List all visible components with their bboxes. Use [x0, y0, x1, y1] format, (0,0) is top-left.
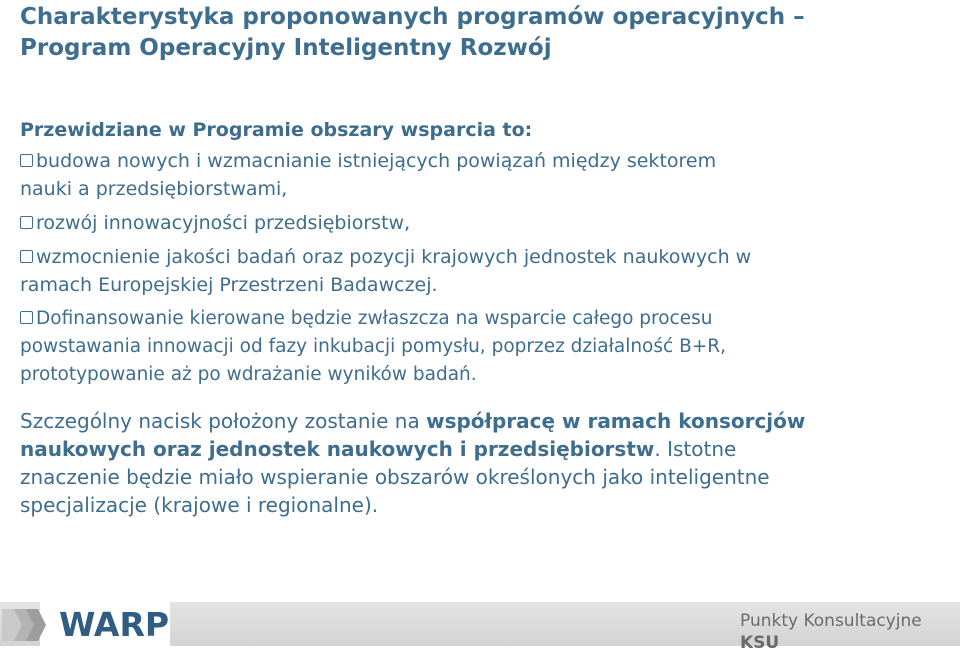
bullet-item-4: [20, 305, 940, 389]
slide-content: [20, 116, 940, 519]
ksu-logo: [740, 610, 960, 654]
checkbox-bullet-icon: [20, 154, 33, 167]
ksu-logo-text: Punkty Konsultacyjne: [740, 611, 922, 631]
ksu-logo-bold: KSU: [740, 633, 780, 653]
closing-bold-1: współpracę w ramach konsorcjów: [426, 409, 806, 433]
closing-text-1: Szczególny nacisk położony zostanie na: [20, 409, 427, 433]
slide-title-line-2: Program Operacyjny Inteligentny Rozwój: [20, 35, 552, 61]
warp-logo-icon: [2, 605, 46, 645]
bullet-1-line-2: nauki a przedsiębiorstwami,: [20, 178, 288, 200]
closing-text-2: . Istotne: [654, 437, 737, 461]
bullet-3-line-2: ramach Europejskiej Przestrzeni Badawczej.: [20, 274, 438, 296]
checkbox-bullet-icon: [20, 250, 33, 263]
bullet-4-line-2: powstawania innowacji od fazy inkubacji pomysłu, poprzez działalność B+R,: [20, 336, 726, 357]
slide-title-line-1: Charakterystyka proponowanych programów operacyjnych –: [20, 4, 805, 30]
closing-paragraph: [20, 407, 940, 519]
closing-bold-2: naukowych oraz jednostek naukowych i przedsiębiorstw: [20, 437, 655, 461]
bullet-item-1: [20, 147, 940, 203]
bullet-3-line-1: wzmocnienie jakości badań oraz pozycji krajowych jednostek naukowych w: [36, 246, 752, 268]
bullet-2-line-1: rozwój innowacyjności przedsiębiorstw,: [36, 212, 411, 234]
bullet-4-line-3: prototypowanie aż po wdrażanie wyników badań.: [20, 364, 477, 385]
closing-line-3: znaczenie będzie miało wspieranie obszarów określonych jako inteligentne: [20, 465, 770, 489]
bullet-1-line-1: budowa nowych i wzmacnianie istniejących powiązań między sektorem: [36, 150, 717, 172]
checkbox-bullet-icon: [20, 311, 33, 324]
warp-logo-text: WARP: [59, 605, 170, 644]
bullet-item-3: [20, 243, 940, 299]
support-areas-heading: Przewidziane w Programie obszary wsparcia to:: [20, 119, 533, 141]
closing-line-4: specjalizacje (krajowe i regionalne).: [20, 493, 379, 517]
bullet-item-2: [20, 209, 940, 237]
bullet-4-line-1: Dofinansowanie kierowane będzie zwłaszcza na wsparcie całego procesu: [36, 308, 713, 329]
checkbox-bullet-icon: [20, 216, 33, 229]
slide-title: [20, 2, 940, 64]
